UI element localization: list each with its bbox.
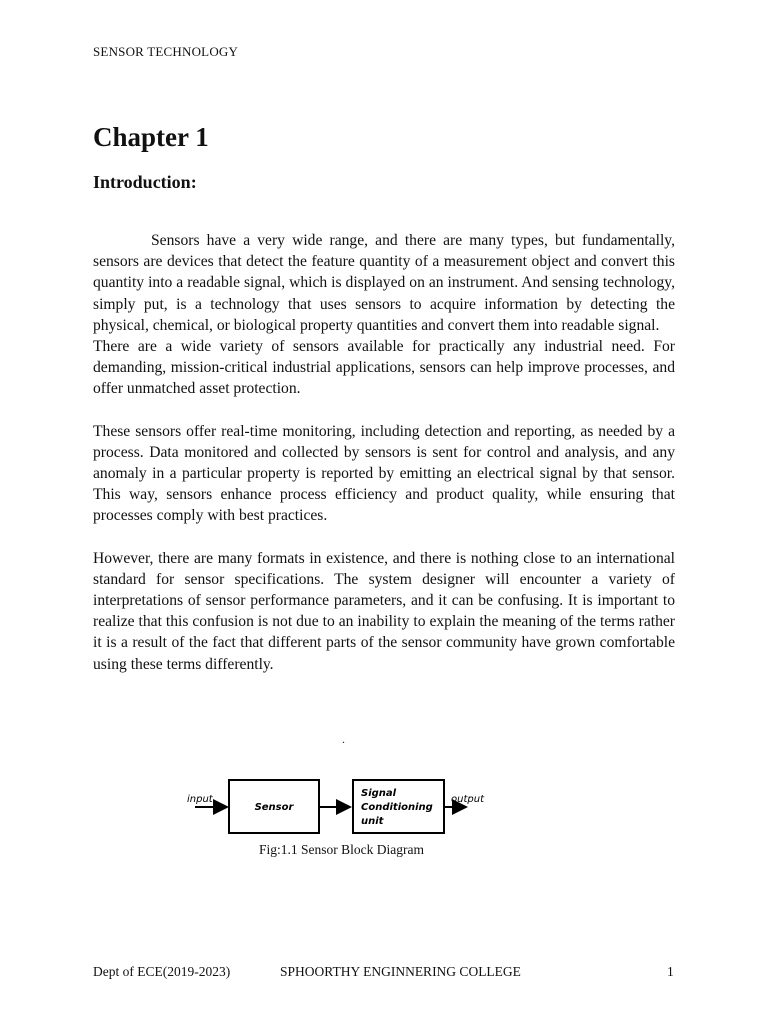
input-label: input <box>187 794 213 805</box>
paragraph-1: Sensors have a very wide range, and there are many types, but fundamentally, sensors are devices that detect the feature quantity of a measurement object and convert this quantity into a readable signal, which is displayed on an instrument. And sensing technology, simply put, is a technology that uses sensors to acquire information by detecting the physical, chemical, or biological property quantities and convert them into readable signal. <box>93 232 675 334</box>
footer-college: SPHOORTHY ENGINNERING COLLEGE <box>280 964 521 979</box>
body-text <box>93 230 675 675</box>
paragraph-3: These sensors offer real-time monitoring, including detection and reporting, as needed by a process. Data monitored and collected by sensors is sent for control and analysis, and any anomaly in a particular property is reported by emitting an electrical signal by that sensor. This way, sensors enhance process efficiency and product quality, while ensuring that processes comply with best practices. <box>93 422 675 525</box>
conditioning-label-line3: unit <box>361 816 384 827</box>
running-header: SENSOR TECHNOLOGY <box>93 44 239 59</box>
conditioning-label-line1: Signal <box>361 788 397 799</box>
sensor-block-diagram <box>185 772 495 838</box>
stray-mark: . <box>342 732 345 746</box>
block-diagram-svg <box>185 772 495 838</box>
output-label: output <box>451 794 484 805</box>
footer-page-number: 1 <box>667 964 674 979</box>
conditioning-label-line2: Conditioning <box>361 802 433 813</box>
section-heading: Introduction: <box>93 172 197 192</box>
chapter-title: Chapter 1 <box>93 122 209 152</box>
figure-caption: Fig:1.1 Sensor Block Diagram <box>259 842 424 857</box>
sensor-block-label: Sensor <box>254 802 294 813</box>
paragraph-2: There are a wide variety of sensors available for practically any industrial need. For demanding, mission-critical industrial applications, sensors can help improve processes, and offer unmatched asset protection. <box>93 338 675 398</box>
paragraph-4: However, there are many formats in existence, and there is nothing close to an international standard for sensor specifications. The system designer will encounter a variety of interpretations of sensor performance parameters, and it can be confusing. It is important to realize that this confusion is not due to an inability to explain the meaning of the terms rather it is a result of the fact that different parts of the sensor community have grown comfortable using these terms differently. <box>93 549 675 673</box>
footer-dept: Dept of ECE(2019-2023) <box>93 964 231 979</box>
